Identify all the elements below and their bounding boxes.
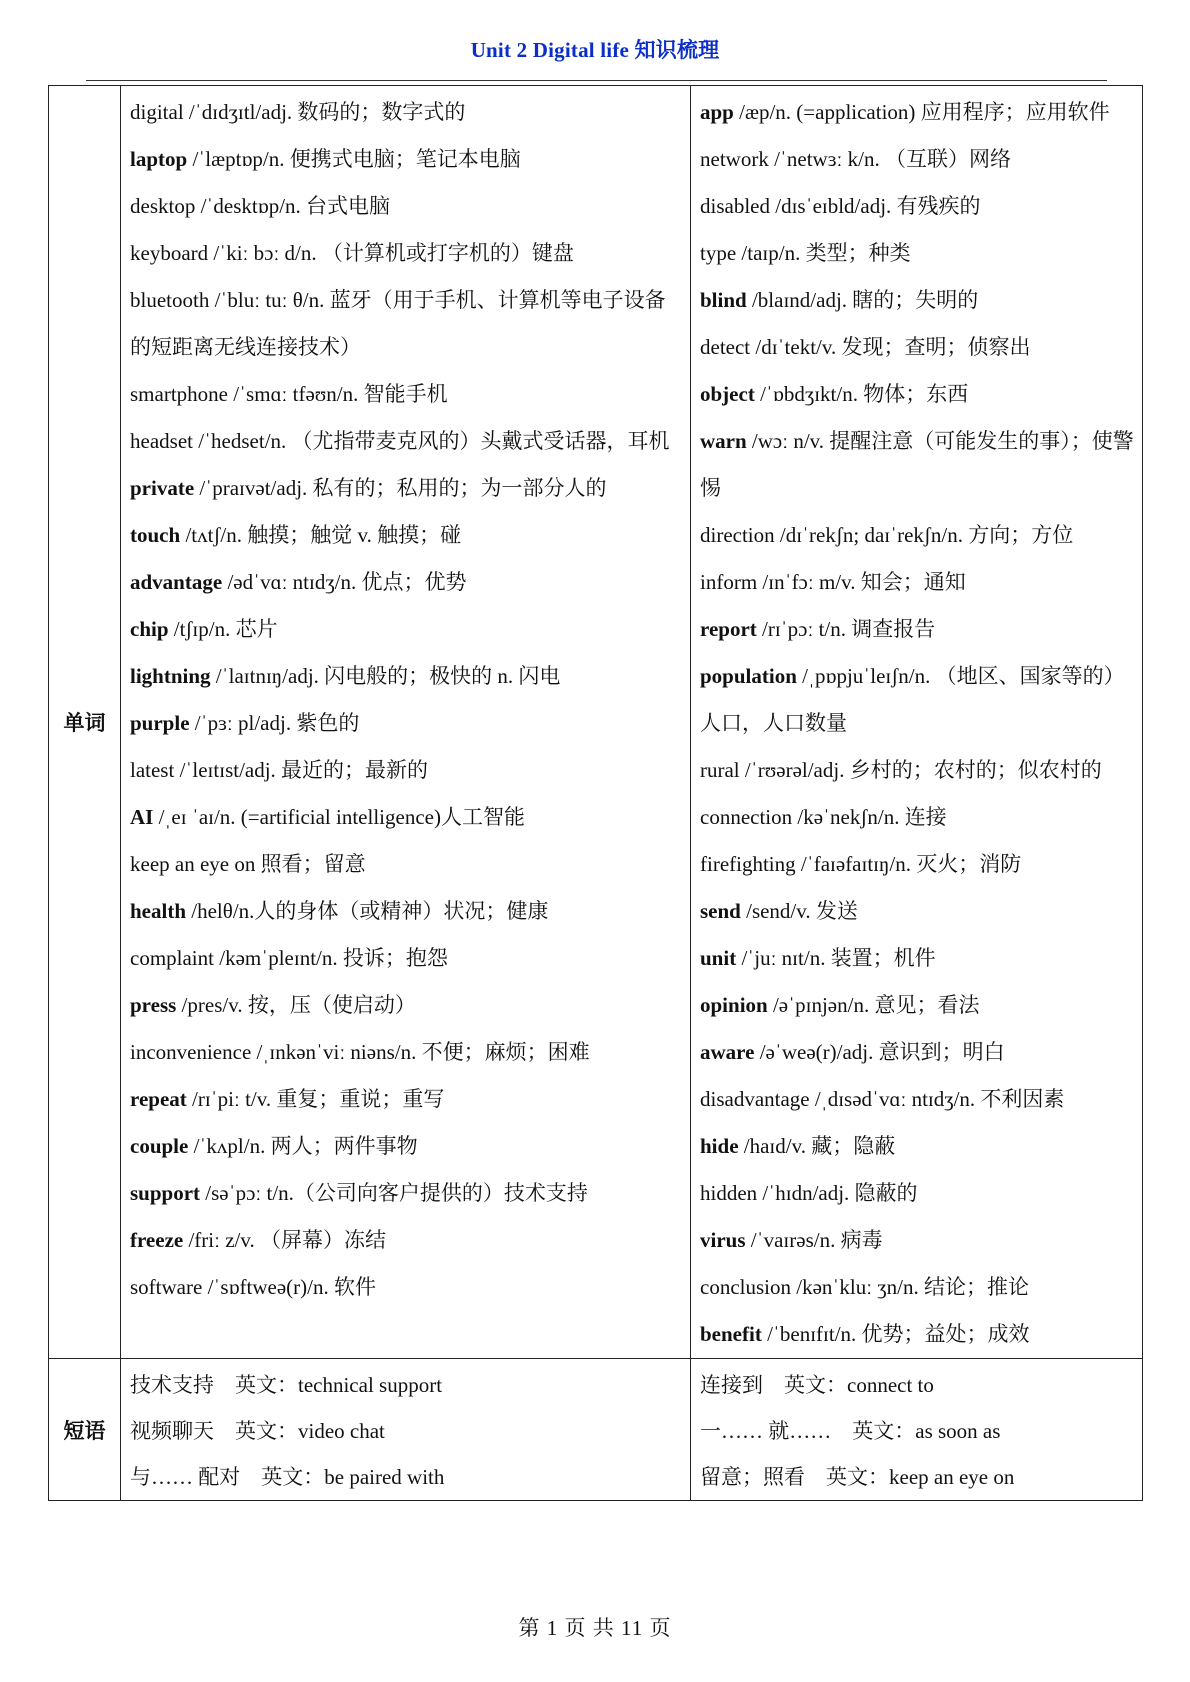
- vocab-word: repeat: [130, 1087, 187, 1111]
- vocab-entry: [700, 371, 1134, 418]
- vocab-entry: [130, 183, 682, 230]
- vocab-definition: /ˈdɪdʒɪtl/adj. 数码的；数字式的: [183, 100, 466, 124]
- vocab-definition: /ˈpraɪvət/adj. 私有的；私用的；为一部分人的: [194, 476, 607, 500]
- phrase-left-column: [121, 1359, 691, 1501]
- vocab-word: support: [130, 1181, 201, 1205]
- vocab-word: hide: [700, 1134, 739, 1158]
- vocab-word: firefighting: [700, 852, 796, 876]
- vocab-definition: /dɪˈtekt/v. 发现；查明；侦察出: [750, 335, 1031, 359]
- vocab-word: hidden: [700, 1181, 758, 1205]
- vocab-word: detect: [700, 335, 751, 359]
- page-title: Unit 2 Digital life 知识梳理: [470, 38, 720, 62]
- vocab-definition: /ˈnetwɜː k/n. （互联）网络: [768, 147, 1011, 171]
- vocab-entry: [130, 606, 682, 653]
- vocab-entry: [700, 794, 1134, 841]
- vocab-entry: [130, 559, 682, 606]
- vocab-word: virus: [700, 1228, 746, 1252]
- vocab-entry: [700, 1170, 1134, 1217]
- vocab-definition: /kəmˈpleɪnt/n. 投诉；抱怨: [213, 946, 448, 970]
- vocab-word: complaint: [130, 946, 214, 970]
- vocab-entry: [700, 1217, 1134, 1264]
- vocab-word: disabled: [700, 194, 770, 218]
- vocab-word: press: [130, 993, 177, 1017]
- vocab-entry: [130, 1264, 682, 1311]
- vocab-definition: /ˌeɪ ˈaɪ/n. (=artificial intelligence)人工智能: [153, 805, 525, 829]
- vocab-word: bluetooth: [130, 288, 210, 312]
- vocab-word: connection: [700, 805, 793, 829]
- vocab-entry: [700, 1123, 1134, 1170]
- vocab-entry: [700, 1029, 1134, 1076]
- vocab-definition: /ˈhɪdn/adj. 隐蔽的: [757, 1181, 918, 1205]
- vocab-word: type: [700, 241, 737, 265]
- vocab-definition: /ˈrʊərəl/adj. 乡村的；农村的；似农村的: [739, 758, 1102, 782]
- vocab-entry: [700, 136, 1134, 183]
- vocab-entry: [130, 277, 682, 371]
- vocab-word: inconvenience: [130, 1040, 252, 1064]
- vocab-entry: [130, 465, 682, 512]
- vocab-entry: [130, 747, 682, 794]
- vocab-word: object: [700, 382, 755, 406]
- vocab-word: private: [130, 476, 195, 500]
- vocab-definition: /dɪˈrekʃn; daɪˈrekʃn/n. 方向；方位: [774, 523, 1074, 547]
- vocab-entry: [700, 324, 1134, 371]
- page-footer: 第 1 页 共 11 页: [518, 1616, 672, 1640]
- vocab-word: benefit: [700, 1322, 762, 1346]
- vocab-word: laptop: [130, 147, 188, 171]
- vocab-entry: [130, 1170, 682, 1217]
- vocab-label: 单词: [49, 86, 121, 1359]
- vocab-word: advantage: [130, 570, 223, 594]
- vocab-definition: /tʃɪp/n. 芯片: [168, 617, 278, 641]
- phrase-entry: 视频聊天 英文：video chat: [130, 1419, 385, 1443]
- vocab-entry: [700, 1076, 1134, 1123]
- vocab-entry: [130, 982, 682, 1029]
- phrase-label: 短语: [49, 1359, 121, 1501]
- vocab-entry: [700, 1264, 1134, 1311]
- vocab-entry: [700, 512, 1134, 559]
- header-divider: [86, 80, 1107, 81]
- vocab-definition: /kənˈkluː ʒn/n. 结论；推论: [790, 1275, 1029, 1299]
- vocab-definition: /əˈpɪnjən/n. 意见；看法: [767, 993, 980, 1017]
- vocab-word: couple: [130, 1134, 189, 1158]
- vocab-word: app: [700, 100, 734, 124]
- vocab-entry: [130, 136, 682, 183]
- vocab-word: chip: [130, 617, 169, 641]
- vocab-definition: /wɔː n/v. 提醒注意（可能发生的事）；使警惕: [700, 429, 1134, 500]
- vocab-entry: [130, 794, 682, 841]
- vocab-definition: /ədˈvɑː ntɪdʒ/n. 优点；优势: [222, 570, 467, 594]
- vocab-definition: /ˈbenɪfɪt/n. 优势；益处；成效: [761, 1322, 1030, 1346]
- vocab-word: report: [700, 617, 757, 641]
- vocab-definition: /ˈhedset/n. （尤指带麦克风的）头戴式受话器，耳机: [192, 429, 670, 453]
- vocab-right-column: [691, 86, 1143, 1359]
- vocab-entry: [700, 277, 1134, 324]
- vocab-definition: /ˈlæptɒp/n. 便携式电脑；笔记本电脑: [187, 147, 521, 171]
- vocab-entry: [130, 888, 682, 935]
- vocab-entry: [130, 230, 682, 277]
- vocab-definition: /ˌɪnkənˈviː niəns/n. 不便；麻烦；困难: [251, 1040, 590, 1064]
- vocab-entry: [700, 559, 1134, 606]
- vocab-definition: /ˈsɒftweə(r)/n. 软件: [202, 1275, 376, 1299]
- phrase-entry: 技术支持 英文：technical support: [130, 1373, 443, 1397]
- vocab-definition: /ˈlaɪtnɪŋ/adj. 闪电般的；极快的 n. 闪电: [210, 664, 561, 688]
- vocab-definition: /taɪp/n. 类型；种类: [736, 241, 911, 265]
- vocab-word: direction: [700, 523, 775, 547]
- vocab-entry: [130, 89, 682, 136]
- vocab-entry: [130, 841, 682, 888]
- phrase-right-column: [691, 1359, 1143, 1501]
- phrase-entry: 连接到 英文：connect to: [700, 1373, 934, 1397]
- phrase-entry: 与…… 配对 英文：be paired with: [130, 1465, 445, 1489]
- vocab-definition: /blaɪnd/adj. 瞎的；失明的: [746, 288, 979, 312]
- knowledge-table: [48, 85, 1143, 1501]
- vocab-entry: [700, 418, 1134, 512]
- vocab-word: AI: [130, 805, 154, 829]
- vocab-word: disadvantage: [700, 1087, 810, 1111]
- vocab-entry: [130, 418, 682, 465]
- vocab-entry: [130, 1217, 682, 1264]
- vocab-word: unit: [700, 946, 737, 970]
- vocab-entry: [700, 183, 1134, 230]
- vocab-definition: /rɪˈpiː t/v. 重复；重说；重写: [186, 1087, 445, 1111]
- vocab-entry: [700, 606, 1134, 653]
- vocab-entry: [700, 89, 1134, 136]
- vocab-word: send: [700, 899, 741, 923]
- vocab-definition: /dɪsˈeɪbld/adj. 有残疾的: [769, 194, 981, 218]
- vocab-word: lightning: [130, 664, 211, 688]
- phrase-entry: 一…… 就…… 英文：as soon as: [700, 1419, 1001, 1443]
- vocab-definition: 照看；留意: [255, 852, 366, 876]
- vocab-entry: [130, 1123, 682, 1170]
- vocab-word: purple: [130, 711, 190, 735]
- vocab-definition: /tʌtʃ/n. 触摸；触觉 v. 触摸；碰: [180, 523, 462, 547]
- vocab-word: keep an eye on: [130, 852, 256, 876]
- vocab-word: headset: [130, 429, 193, 453]
- vocab-definition: /ˈleɪtɪst/adj. 最近的；最新的: [174, 758, 429, 782]
- vocab-definition: /ˈkʌpl/n. 两人；两件事物: [188, 1134, 418, 1158]
- vocab-definition: /ˈsmɑː tfəʊn/n. 智能手机: [227, 382, 448, 406]
- vocab-definition: /friː z/v. （屏幕）冻结: [183, 1228, 386, 1252]
- vocab-definition: /ˈdesktɒp/n. 台式电脑: [195, 194, 391, 218]
- vocab-word: desktop: [130, 194, 196, 218]
- vocab-definition: /ˈfaɪəfaɪtɪŋ/n. 灭火；消防: [795, 852, 1022, 876]
- phrase-entry: 留意；照看 英文：keep an eye on: [700, 1465, 1015, 1489]
- vocab-entry: [130, 935, 682, 982]
- vocab-word: warn: [700, 429, 747, 453]
- vocab-word: aware: [700, 1040, 755, 1064]
- vocab-definition: /helθ/n.人的身体（或精神）状况；健康: [186, 899, 549, 923]
- vocab-definition: /ˌdɪsədˈvɑː ntɪdʒ/n. 不利因素: [809, 1087, 1065, 1111]
- vocab-definition: /kəˈnekʃn/n. 连接: [792, 805, 947, 829]
- vocab-entry: [700, 888, 1134, 935]
- vocab-word: rural: [700, 758, 740, 782]
- vocab-word: software: [130, 1275, 203, 1299]
- vocab-definition: /ˈbluː tuː θ/n. 蓝牙（用于手机、计算机等电子设备的短距离无线连接技术）: [130, 288, 666, 359]
- vocab-word: digital: [130, 100, 184, 124]
- vocab-entry: [700, 1311, 1134, 1358]
- vocab-word: network: [700, 147, 769, 171]
- vocab-entry: [700, 935, 1134, 982]
- vocab-definition: /ˌpɒpjuˈleɪʃn/n. （地区、国家等的）人口，人口数量: [700, 664, 1125, 735]
- vocab-definition: /send/v. 发送: [740, 899, 858, 923]
- vocab-definition: /ˈvaɪrəs/n. 病毒: [745, 1228, 883, 1252]
- vocab-definition: /ɪnˈfɔː m/v. 知会；通知: [757, 570, 966, 594]
- vocab-word: freeze: [130, 1228, 184, 1252]
- vocab-definition: /səˈpɔː t/n.（公司向客户提供的）技术支持: [200, 1181, 588, 1205]
- vocab-definition: /rɪˈpɔː t/n. 调查报告: [756, 617, 936, 641]
- vocab-word: health: [130, 899, 187, 923]
- vocab-entry: [130, 1029, 682, 1076]
- vocab-word: inform: [700, 570, 758, 594]
- vocab-entry: [700, 982, 1134, 1029]
- vocab-definition: /ˈkiː bɔː d/n. （计算机或打字机的）键盘: [208, 241, 574, 265]
- vocab-left-column: [121, 86, 691, 1359]
- vocab-word: conclusion: [700, 1275, 791, 1299]
- vocab-word: keyboard: [130, 241, 209, 265]
- vocab-entry: [130, 1076, 682, 1123]
- vocab-entry: [130, 653, 682, 700]
- vocab-word: opinion: [700, 993, 768, 1017]
- vocab-word: latest: [130, 758, 175, 782]
- vocab-definition: /əˈweə(r)/adj. 意识到；明白: [754, 1040, 1005, 1064]
- vocab-definition: /haɪd/v. 藏；隐蔽: [738, 1134, 896, 1158]
- vocab-word: population: [700, 664, 797, 688]
- phrase-row: [49, 1359, 1143, 1501]
- vocab-row: [49, 86, 1143, 1359]
- vocab-entry: [700, 230, 1134, 277]
- vocab-entry: [700, 747, 1134, 794]
- vocab-definition: /ˈpɜː pl/adj. 紫色的: [189, 711, 360, 735]
- vocab-entry: [700, 653, 1134, 747]
- vocab-definition: /æp/n. (=application) 应用程序；应用软件: [733, 100, 1110, 124]
- vocab-entry: [130, 512, 682, 559]
- vocab-entry: [130, 371, 682, 418]
- vocab-entry: [130, 700, 682, 747]
- vocab-word: touch: [130, 523, 181, 547]
- vocab-definition: /pres/v. 按，压（使启动）: [176, 993, 416, 1017]
- vocab-definition: /ˈjuː nɪt/n. 装置；机件: [736, 946, 936, 970]
- vocab-definition: /ˈɒbdʒɪkt/n. 物体；东西: [754, 382, 969, 406]
- vocab-word: smartphone: [130, 382, 228, 406]
- vocab-word: blind: [700, 288, 747, 312]
- vocab-entry: [700, 841, 1134, 888]
